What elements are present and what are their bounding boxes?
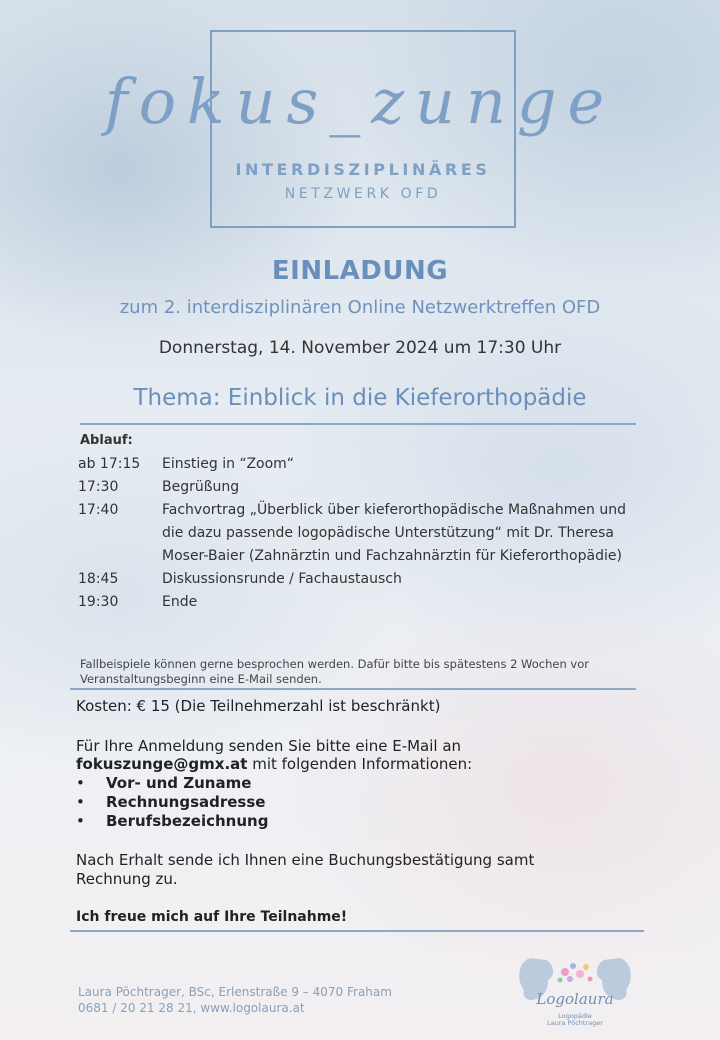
brand-logo-script: Logolaura: [536, 990, 614, 1008]
agenda-text: Fachvortrag „Überblick über kieferorthopädische Maßnahmen und die dazu passende logopädische Unterstützung“ mit Dr. Theresa Moser-Baier (Zahnärztin und Fachzahnärztin für Kieferorthopädie): [162, 502, 626, 564]
registration-email-line: [76, 755, 472, 774]
page-title: EINLADUNG: [271, 256, 449, 286]
divider: [70, 688, 636, 690]
list-item-label: Vor- und Zuname: [106, 774, 252, 792]
list-item: [76, 812, 268, 831]
page-subtitle: zum 2. interdisziplinären Online Netzwerktreffen OFD: [119, 297, 601, 318]
agenda-row: [78, 591, 638, 614]
logo-script-text: fokus_zunge: [104, 65, 616, 138]
agenda-text: Begrüßung: [162, 479, 240, 495]
agenda-list: [78, 453, 638, 614]
bullet-glyph: •: [76, 793, 85, 811]
logo-subtitle-2: NETZWERK OFD: [284, 186, 442, 202]
divider: [70, 930, 644, 932]
list-item-label: Berufsbezeichnung: [106, 812, 269, 830]
registration-intro: Für Ihre Anmeldung senden Sie bitte eine E-Mail an: [76, 737, 462, 755]
agenda-row: [78, 568, 638, 591]
agenda-heading: Ablauf:: [80, 433, 133, 448]
list-item-label: Rechnungsadresse: [106, 793, 266, 811]
info-list: [76, 774, 268, 831]
note-text: Fallbeispiele können gerne besprochen werden. Dafür bitte bis spätestens 2 Wochen vor Veranstaltungsbeginn eine E-Mail senden.: [80, 657, 589, 686]
brand-logo-sub2: Laura Pöchtrager: [547, 1019, 603, 1027]
brand-logo-sub1: Logopädie: [558, 1012, 592, 1020]
registration-email-suffix: mit folgenden Informationen:: [247, 755, 473, 773]
agenda-row: [78, 476, 638, 499]
divider: [80, 423, 636, 425]
registration-email-link[interactable]: fokuszunge@gmx.at: [76, 755, 248, 773]
agenda-text: Einstieg in “Zoom“: [162, 456, 295, 472]
agenda-time: ab 17:15: [78, 456, 141, 472]
agenda-text: Ende: [162, 594, 198, 610]
list-item: [76, 774, 268, 793]
confirmation-text: Nach Erhalt sende ich Ihnen eine Buchungsbestätigung samt Rechnung zu.: [76, 851, 535, 888]
agenda-time: 19:30: [78, 594, 119, 610]
list-item: [76, 793, 268, 812]
footer-phone-web: 0681 / 20 21 28 21, www.logolaura.at: [78, 1001, 305, 1015]
agenda-text: Diskussionsrunde / Fachaustausch: [162, 571, 402, 587]
brand-logo-subtext: [510, 1013, 640, 1027]
bullet-glyph: •: [76, 812, 85, 830]
agenda-time: 17:40: [78, 502, 119, 518]
event-date: Donnerstag, 14. November 2024 um 17:30 Uhr: [158, 338, 562, 358]
agenda-row: [78, 499, 638, 568]
agenda-time: 17:30: [78, 479, 119, 495]
logo-subtitle-1: INTERDISZIPLINÄRES: [235, 160, 491, 179]
agenda-time: 18:45: [78, 571, 119, 587]
closing-text: Ich freue mich auf Ihre Teilnahme!: [76, 909, 348, 925]
footer-contact: [78, 984, 392, 1016]
agenda-row: [78, 453, 638, 476]
event-theme: Thema: Einblick in die Kieferorthopädie: [133, 385, 587, 411]
bullet-glyph: •: [76, 774, 85, 792]
footer-address: Laura Pöchtrager, BSc, Erlenstraße 9 – 4070 Fraham: [78, 985, 392, 999]
costs-text: Kosten: € 15 (Die Teilnehmerzahl ist beschränkt): [76, 697, 441, 715]
